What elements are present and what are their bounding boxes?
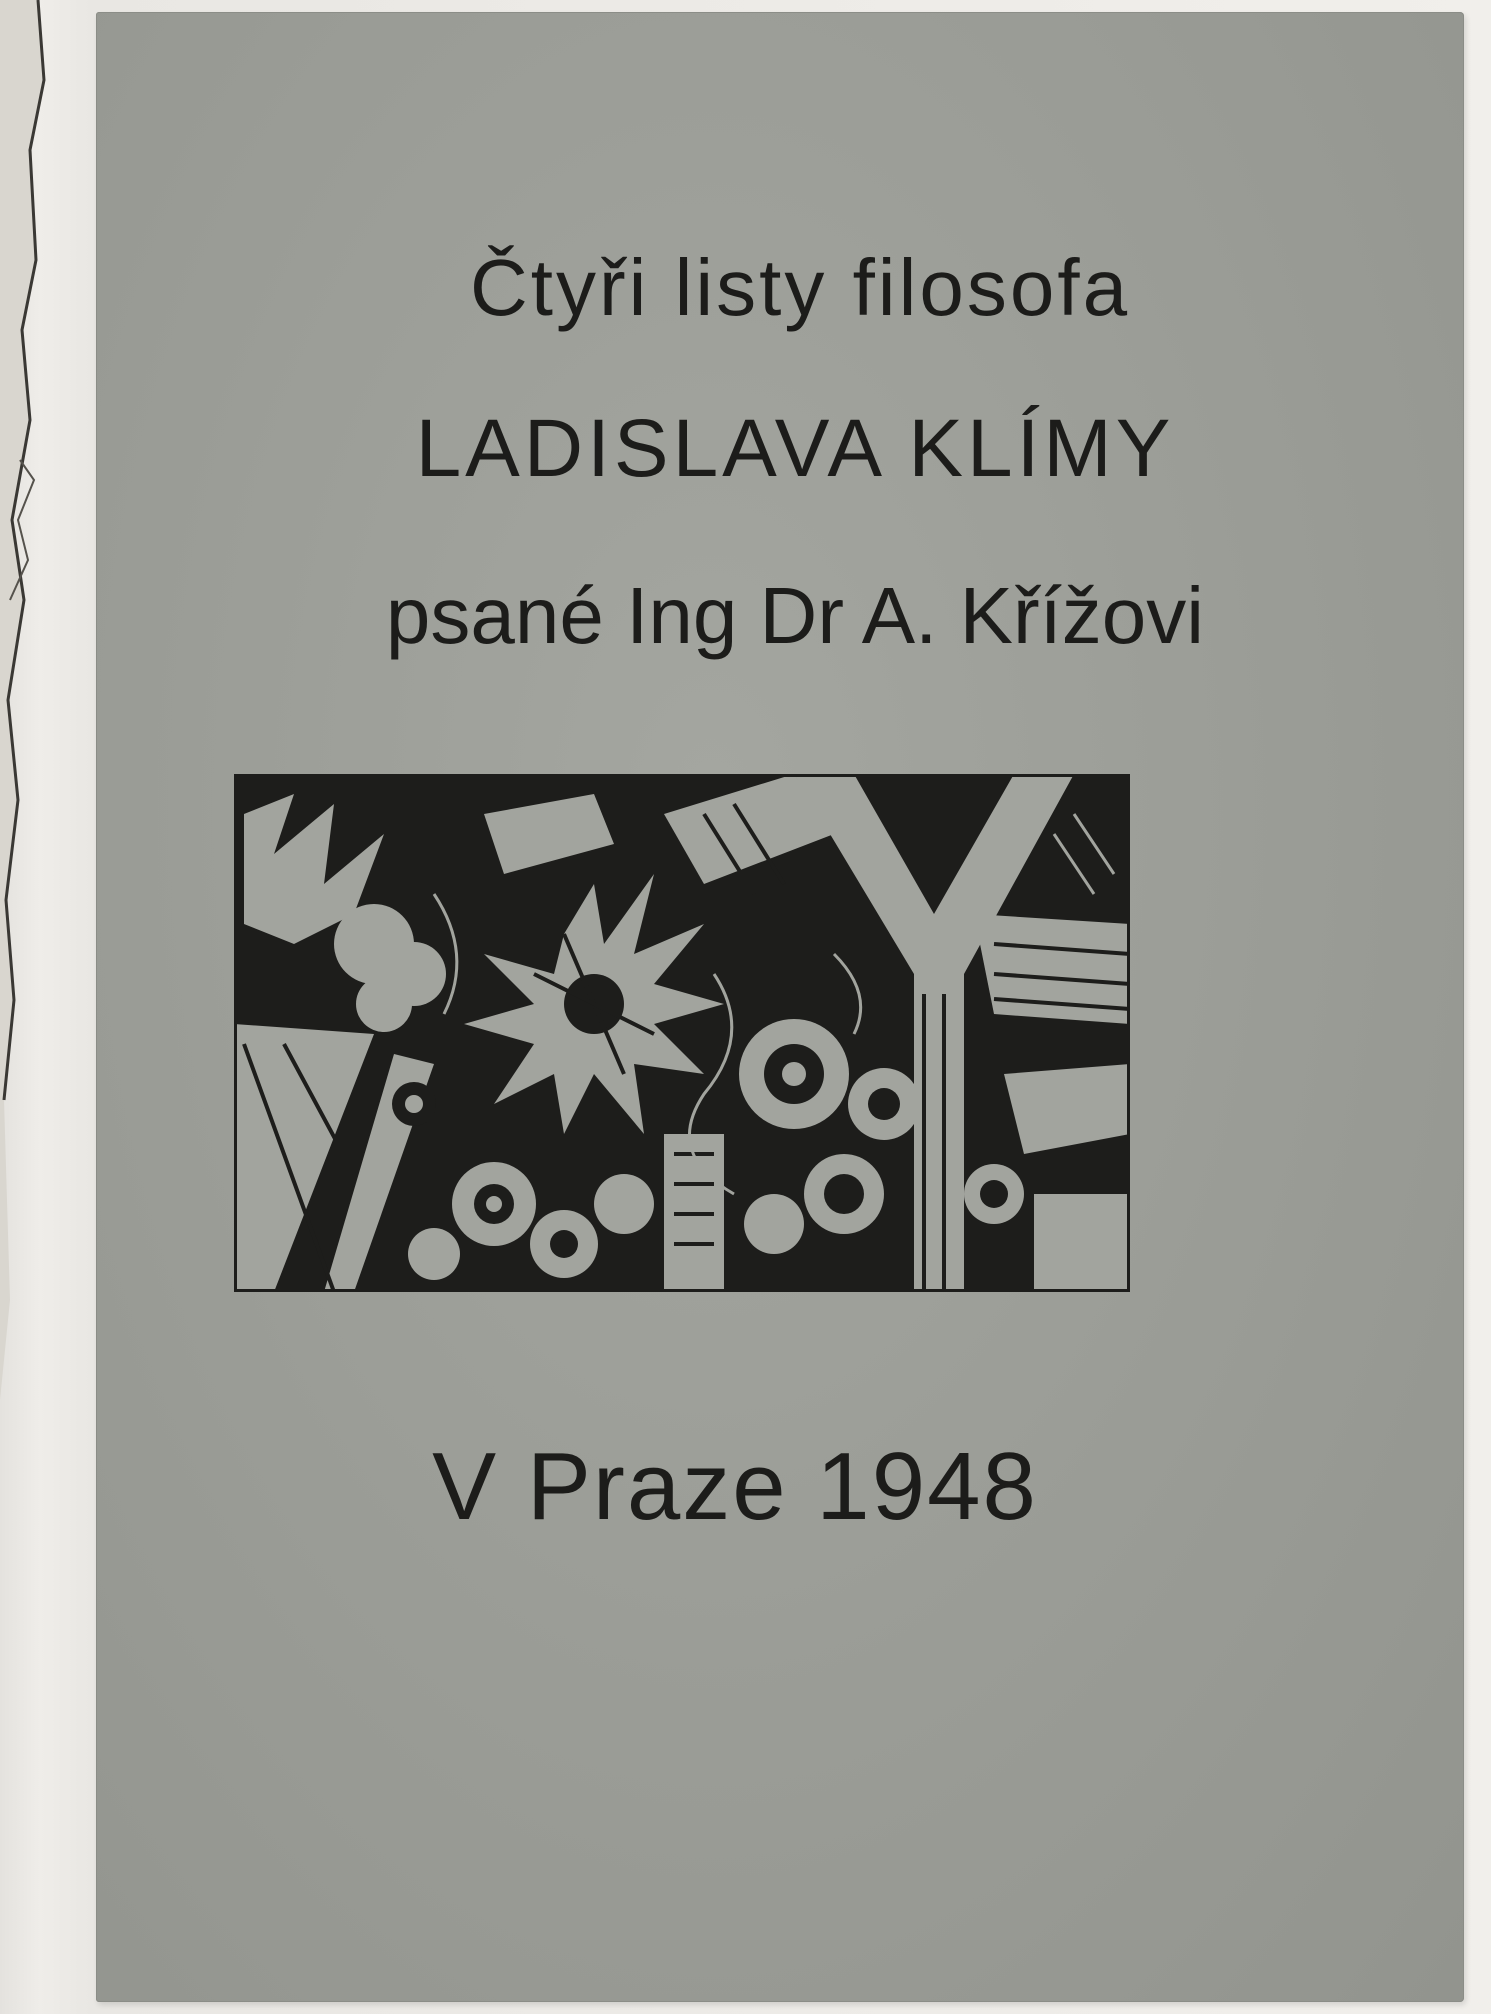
place-and-year: V Praze 1948 xyxy=(432,1433,1038,1540)
recipient-line: psané Ing Dr A. Křížovi xyxy=(385,571,1205,660)
author-name: LADISLAVA KLÍMY xyxy=(415,403,1175,494)
woodcut-illustration xyxy=(234,774,1130,1292)
torn-page-edge xyxy=(0,0,110,2014)
title-line-1: Čtyři listy filosofa xyxy=(469,243,1131,332)
book-cover xyxy=(96,12,1464,2002)
